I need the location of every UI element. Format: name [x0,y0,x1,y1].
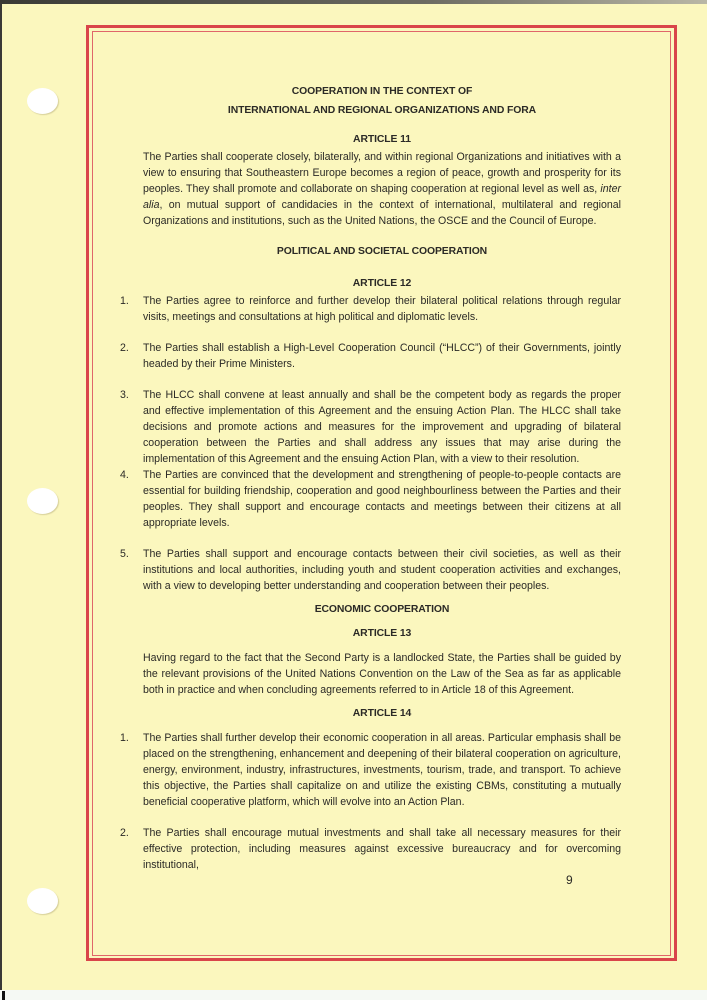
item-number: 1. [120,732,129,744]
article-11-heading: ARTICLE 11 [353,134,411,145]
section-title-line1: COOPERATION IN THE CONTEXT OF [291,86,473,97]
article-12-item-1 [120,293,621,325]
punch-hole-bottom [27,888,58,914]
article-11-text [143,149,621,229]
item-number: 2. [120,827,129,839]
item-text: The Parties shall establish a High-Level Cooperation Council (“HLCC”) of their Governments, jointly headed by their Prime Ministers. [143,342,621,370]
scan-edge-left [0,0,2,990]
article-11-text-part2: , on mutual support of candidacies in the context of international, multilateral and regional Organizations and institutions, such as the United Nations, the OSCE and the Council of Europe. [143,199,621,227]
section-title-international [143,84,621,119]
item-text: The Parties shall further develop their economic cooperation in all areas. Particular emphasis shall be placed on the strengthening, enhancement and deepening of their bilateral cooperation on agriculture, energy, environment, industry, infrastructures, investments, tourism, trade, and transport. To achieve this objective, the Parties shall capitalize on and utilize the existing CBMs, constituting a mutually beneficial cooperative platform, which will evolve into an Action Plan. [143,732,621,808]
item-number: 3. [120,389,129,401]
item-text: The Parties shall encourage mutual investments and shall take all necessary measures for their effective protection, including measures against excessive bureaucracy and for overcoming institutional, [143,827,621,871]
article-11-text-part1: The Parties shall cooperate closely, bilaterally, and within regional Organizations and initiatives with a view to ensuring that Southeastern Europe becomes a region of peace, growth and prosperity for its peoples. They shall promote and collaborate on shaping cooperation at regional level as well as, [143,151,621,195]
article-13-heading: ARTICLE 13 [352,628,412,639]
document-body [120,84,621,873]
article-14-heading: ARTICLE 14 [352,708,412,719]
article-14-item-1 [120,730,621,810]
page-number: 9 [566,873,573,887]
article-12-item-4 [120,467,621,531]
section-title-line2: INTERNATIONAL AND REGIONAL ORGANIZATIONS AND FORA [227,105,537,116]
scan-edge-bottom [0,990,707,1000]
item-number: 1. [120,295,129,307]
item-text: The Parties agree to reinforce and further develop their bilateral political relations through regular visits, meetings and consultations at high political and diplomatic levels. [143,295,621,323]
item-text: The HLCC shall convene at least annually and shall be the competent body as regards the proper and effective implementation of this Agreement and the ensuing Action Plan. The HLCC shall take decisions and promote actions and measures for the improvement and upgrading of bilateral cooperation between the Parties and shall address any issues that may arise during the implementation of this Agreement and the ensuing Action Plan, with a view to their resolution. [143,389,621,465]
scan-mark [2,991,5,1000]
article-12-item-3 [120,387,621,467]
item-text: The Parties shall support and encourage contacts between their civil societies, as well as their institutions and local authorities, including youth and student cooperation activities and exchanges, with a view to developing better understanding and cooperation between their peoples. [143,548,621,592]
article-14-item-2 [120,825,621,873]
article-12-item-5 [120,546,621,594]
scan-edge-top [0,0,707,4]
item-number: 2. [120,342,129,354]
item-text: The Parties are convinced that the development and strengthening of people-to-people contacts are essential for building friendship, cooperation and good neighbourliness between the Parties and their peoples. They shall support and encourage contacts and meetings between their citizens at all appropriate levels. [143,469,621,529]
article-11-italic: inter alia [143,183,621,211]
punch-hole-middle [27,488,58,514]
punch-hole-top [27,88,58,114]
article-12-heading: ARTICLE 12 [352,278,412,289]
section-title-economic: ECONOMIC COOPERATION [314,604,450,615]
section-title-political: POLITICAL AND SOCIETAL COOPERATION [276,246,488,257]
article-13-text: Having regard to the fact that the Second Party is a landlocked State, the Parties shall be guided by the relevant provisions of the United Nations Convention on the Law of the Sea as far as applicable both in practice and when concluding agreements referred to in Article 18 of this Agreement. [143,652,621,696]
article-12-item-2 [120,340,621,372]
item-number: 5. [120,548,129,560]
item-number: 4. [120,469,129,481]
